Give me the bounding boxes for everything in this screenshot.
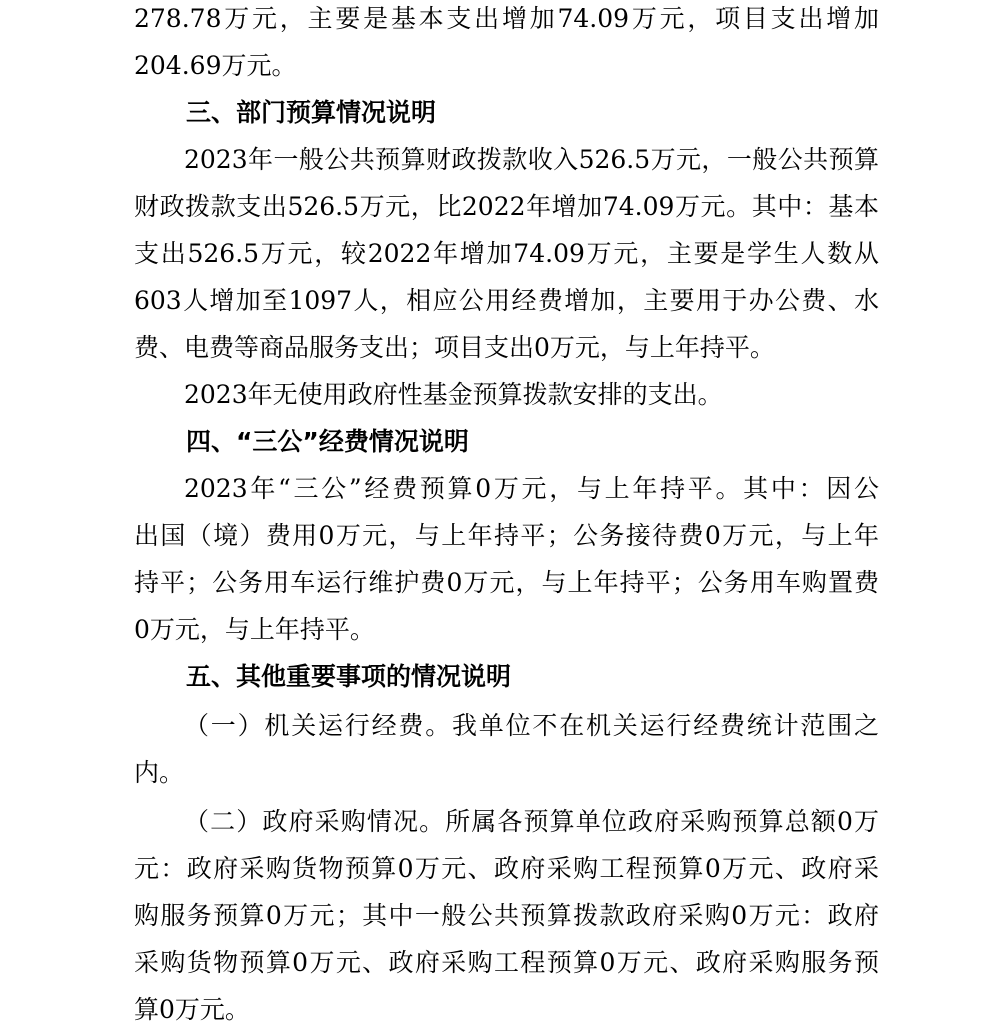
paragraph-line: 购服务预算0万元；其中一般公共预算拨款政府采购0万元：政府 (134, 901, 879, 930)
paragraph-line: 0万元，与上年持平。 (134, 615, 375, 644)
paragraph-line: 603人增加至1097人，相应公用经费增加，主要用于办公费、水 (134, 286, 879, 315)
paragraph-line: 支出526.5万元，较2022年增加74.09万元，主要是学生人数从 (134, 239, 879, 268)
paragraph-line: 算0万元。 (134, 995, 250, 1024)
paragraph-line: 费、电费等商品服务支出；项目支出0万元，与上年持平。 (134, 333, 775, 362)
section-heading: 三、部门预算情况说明 (186, 98, 437, 127)
paragraph-line: （一）机关运行经费。我单位不在机关运行经费统计范围之 (184, 711, 879, 740)
paragraph-line: 出国（境）费用0万元，与上年持平；公务接待费0万元，与上年 (134, 521, 879, 550)
paragraph-line: 财政拨款支出526.5万元，比2022年增加74.09万元。其中：基本 (134, 192, 879, 221)
section-heading: 五、其他重要事项的情况说明 (186, 662, 512, 691)
paragraph-line: 2023年无使用政府性基金预算拨款安排的支出。 (184, 380, 723, 409)
paragraph-line: 2023年一般公共预算财政拨款收入526.5万元，一般公共预算 (184, 145, 879, 174)
paragraph-line: （二）政府采购情况。所属各预算单位政府采购预算总额0万 (184, 807, 879, 836)
paragraph-line: 持平；公务用车运行维护费0万元，与上年持平；公务用车购置费 (134, 568, 879, 597)
paragraph-line: 采购货物预算0万元、政府采购工程预算0万元、政府采购服务预 (134, 948, 879, 977)
paragraph-line: 278.78万元，主要是基本支出增加74.09万元，项目支出增加 (134, 4, 879, 33)
paragraph-line: 2023年“三公”经费预算0万元，与上年持平。其中：因公 (184, 474, 879, 503)
paragraph-line: 元：政府采购货物预算0万元、政府采购工程预算0万元、政府采 (134, 854, 879, 883)
paragraph-line: 204.69万元。 (134, 51, 297, 80)
section-heading: 四、“三公”经费情况说明 (186, 427, 469, 456)
paragraph-line: 内。 (134, 758, 185, 787)
